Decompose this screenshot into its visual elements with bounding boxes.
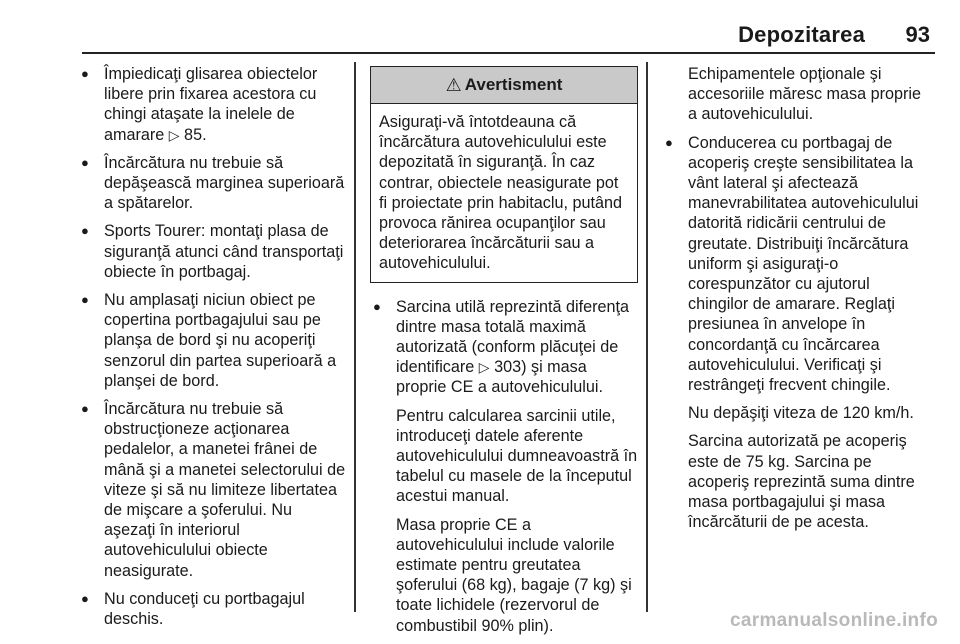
list-item bbox=[78, 153, 346, 214]
item-text: Încărcătura nu trebuie să depăşească marginea superioară a spătarelor. bbox=[104, 153, 345, 213]
item-text: Încărcătura nu trebuie să obstrucţioneze acţionarea pedalelor, a manetei frânei de mână şi a manetei selectorului de viteze şi să nu limiteze libertatea de mişcare a şoferului. Nu aşezaţi în interiorul autovehiculului obiecte neasigurate. bbox=[104, 400, 346, 580]
column-left bbox=[78, 64, 346, 637]
watermark: carmanualsonline.info bbox=[730, 610, 938, 631]
item-text: Nu amplasaţi niciun obiect pe copertina portbagajului sau pe planşa de bord şi nu acoperiţi senzorul din partea superioară a planşei de bord. bbox=[104, 291, 337, 390]
list-item bbox=[78, 399, 346, 581]
warning-header bbox=[371, 67, 637, 104]
column-right bbox=[662, 64, 924, 540]
paragraph: Masa proprie CE a autovehiculului include valorile estimate pentru greutatea şoferului (68 kg), bagaje (7 kg) şi toate lichidele (rezervorul de combustibil 90% plin). bbox=[396, 515, 632, 635]
column-divider bbox=[354, 62, 356, 612]
item-text: Sports Tourer: montaţi plasa de siguranţă atunci când transportaţi obiecte în portbagaj. bbox=[104, 222, 344, 281]
warning-title: Avertisment bbox=[464, 74, 563, 94]
arrow-right-icon[interactable]: ▷ bbox=[168, 126, 180, 143]
section-title: Depozitarea bbox=[738, 22, 865, 47]
bullet-list bbox=[662, 133, 924, 396]
paragraph: Echipamentele opţionale şi accesoriile măresc masa proprie a autovehiculului. bbox=[688, 65, 922, 124]
page-header bbox=[0, 22, 960, 54]
warning-body: Asiguraţi-vă întotdeauna că încărcătura autovehiculului este depozitată în siguranţă. În caz contrar, obiectele neasigurate pot fi proiectate prin habitaclu, putând provoca rănirea ocupanţilor sau deteriorarea încărcăturii sau a autovehiculului. bbox=[379, 113, 622, 273]
paragraph: Sarcina autorizată pe acoperiş este de 75 kg. Sarcina pe acoperiş reprezintă suma dintre masa portbagajului şi masa încărcăturii de pe acesta. bbox=[688, 432, 915, 532]
item-text: Nu conduceţi cu portbagajul deschis. bbox=[104, 589, 305, 629]
column-divider bbox=[646, 62, 648, 612]
list-item bbox=[78, 290, 346, 391]
page-reference[interactable]: 303) şi masa proprie CE a autovehiculului. bbox=[396, 358, 603, 397]
paragraph: Nu depăşiţi viteza de 120 km/h. bbox=[688, 404, 914, 423]
item-text: Conducerea cu portbagaj de acoperiş creşte sensibilitatea la vânt lateral şi afectează manevrabilitatea autovehiculului datorită ridicării centrului de greutate. Distribuiţi încărcătura uniform şi asiguraţi-o corespunzător cu ajutorul chingilor de amarare. Reglaţi presiunea în anvelope în concordanţă cu încărcarea autovehiculului. Verificaţi şi restrângeţi frecvent chingile. bbox=[688, 133, 919, 395]
list-item bbox=[662, 133, 924, 396]
warning-triangle-icon: ⚠ bbox=[445, 74, 462, 95]
list-item bbox=[78, 221, 346, 282]
bullet-list bbox=[370, 297, 638, 398]
page-number: 93 bbox=[905, 22, 930, 47]
paragraph: Pentru calcularea sarcinii utile, introduceţi datele aferente autovehiculului dumneavoastră în tabelul cu masele de la începutul acestui manual. bbox=[396, 406, 638, 506]
arrow-right-icon[interactable]: ▷ bbox=[478, 359, 490, 376]
item-text: Sarcina utilă reprezintă diferenţa dintre masa totală maximă autorizată (conform plăcuţei de identificare bbox=[396, 297, 630, 377]
bullet-list bbox=[78, 64, 346, 629]
list-item bbox=[78, 589, 346, 629]
list-item bbox=[78, 64, 346, 145]
header-rule bbox=[82, 52, 935, 54]
page-reference[interactable]: 85. bbox=[179, 125, 207, 144]
list-item bbox=[370, 297, 638, 398]
item-text: Împiedicaţi glisarea obiectelor libere prin fixarea acestora cu chingi ataşate la inelele de amarare bbox=[104, 65, 318, 144]
column-middle bbox=[370, 64, 638, 644]
warning-box bbox=[370, 66, 638, 283]
